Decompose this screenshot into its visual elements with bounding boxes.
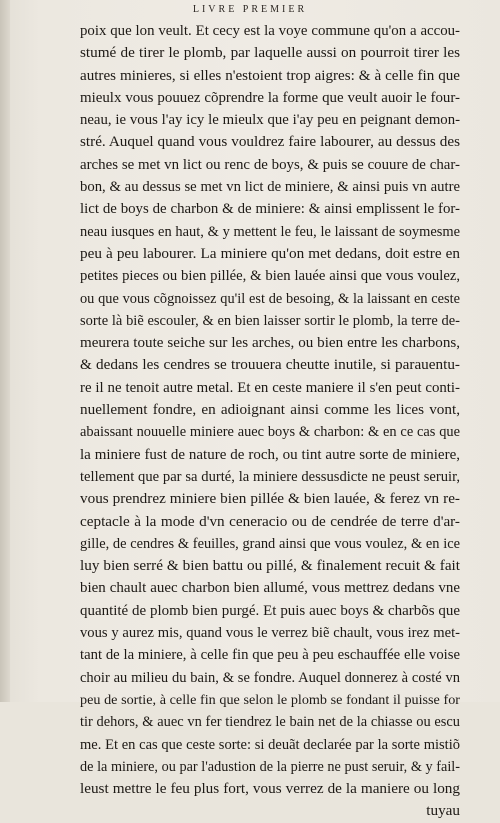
text-line: poix que lon veult. Et cecy est la voye commune qu'on a accou- — [80, 23, 460, 39]
text-line: lict de boys de charbon & de miniere: & ainsi emplissent le for- — [80, 201, 460, 218]
text-line: mieulx vous pouuez cõprendre la forme que veult auoir le four- — [80, 89, 460, 106]
text-line: leust mettre le feu plus fort, vous verrez de la maniere ou long — [80, 780, 460, 798]
text-line: stré. Auquel quand vous vouldrez faire labourer, au dessus des — [80, 133, 460, 151]
text-line: bon, & au dessus se met vn lict de miniere, & ainsi puis vn autre — [80, 179, 460, 196]
text-line: gille, de cendres & feuilles, grand ainsi que vous voulez, & en ice — [80, 535, 460, 552]
text-line: peu à peu labourer. La miniere qu'on met dedans, doit estre en — [80, 244, 460, 262]
text-line: choir au milieu du bain, & se fondre. Auquel donnerez à costé vn — [80, 669, 460, 686]
text-line: de la miniere, ou par l'adustion de la pierre ne pust seruir, & y fail- — [80, 758, 460, 775]
text-line: me. Et en cas que ceste sorte: si deuãt declarée par la sorte mistiõ — [80, 736, 460, 753]
page-gutter-shadow — [0, 0, 10, 702]
text-line: vous prendrez miniere bien pillée & bien lauée, & ferez vn re- — [80, 490, 460, 508]
text-line: stumé de tirer le plomb, par laquelle aussi on pourroit tirer les — [80, 44, 460, 62]
text-line: neau iusques en haut, & y mettent le feu, le laissant de soymesme — [80, 223, 460, 240]
text-line: arches se met vn lict ou renc de boys, & puis se couure de char- — [80, 156, 460, 173]
text-line: sorte là biẽ escouler, & en bien laisser sortir le plomb, la terre de- — [80, 312, 460, 329]
text-line: luy bien serré & bien battu ou pillé, & finalement recuit & fait — [80, 557, 460, 575]
body-text — [80, 20, 460, 823]
text-line: abaissant nouuelle miniere auec boys & charbon: & en ce cas que — [80, 424, 460, 441]
text-line: ceptacle à la mode d'vn ceneracio ou de cendrée de terre d'ar- — [80, 512, 460, 530]
text-line: vous y aurez mis, quand vous le verrez biẽ chault, vous irez met- — [80, 625, 460, 642]
text-line: meurera toute seiche sur les arches, ou bien entre les charbons, — [80, 335, 460, 352]
text-line: nuellement fondre, en adioignant ainsi comme les lices vont, — [80, 401, 460, 419]
text-line: bien chault auec charbon bien allumé, vous mettrez dedans vne — [80, 580, 460, 597]
catchword: tuyau — [426, 802, 460, 820]
text-line: & dedans les cendres se trouuera cheutte inutile, si parauentu- — [80, 356, 460, 374]
text-line: tant de la miniere, à celle fin que peu à peu eschauffée elle voise — [80, 647, 460, 664]
text-line: autres minieres, si elles n'estoient trop aigres: & à celle fin que — [80, 67, 460, 84]
running-head: LIVRE PREMIER — [192, 4, 308, 15]
text-line: ou que vous cõgnoissez qu'il est de besoing, & la laissant en ceste — [80, 290, 460, 307]
text-line: la miniere fust de nature de roch, ou tint autre sorte de miniere, — [80, 446, 460, 463]
text-line: tellement que par sa durté, la miniere dessusdicte ne peust seruir, — [80, 468, 460, 485]
text-line: tir dehors, & auec vn fer tiendrez le bain net de la chiasse ou escu — [80, 714, 460, 731]
text-line: peu de sortie, à celle fin que selon le plomb se fondant il puisse for — [80, 691, 460, 708]
text-line: re il ne tenoit autre metal. Et en ceste maniere il s'en peut conti- — [80, 379, 460, 396]
text-line: petites pieces ou bien pillée, & bien lauée ainsi que vous voulez, — [80, 268, 460, 285]
text-line: neau, ie vous l'ay icy le mieulx que i'ay peu en peignant demon- — [80, 112, 460, 129]
text-line: quantité de plomb bien purgé. Et puis auec boys & charbõs que — [80, 602, 460, 619]
